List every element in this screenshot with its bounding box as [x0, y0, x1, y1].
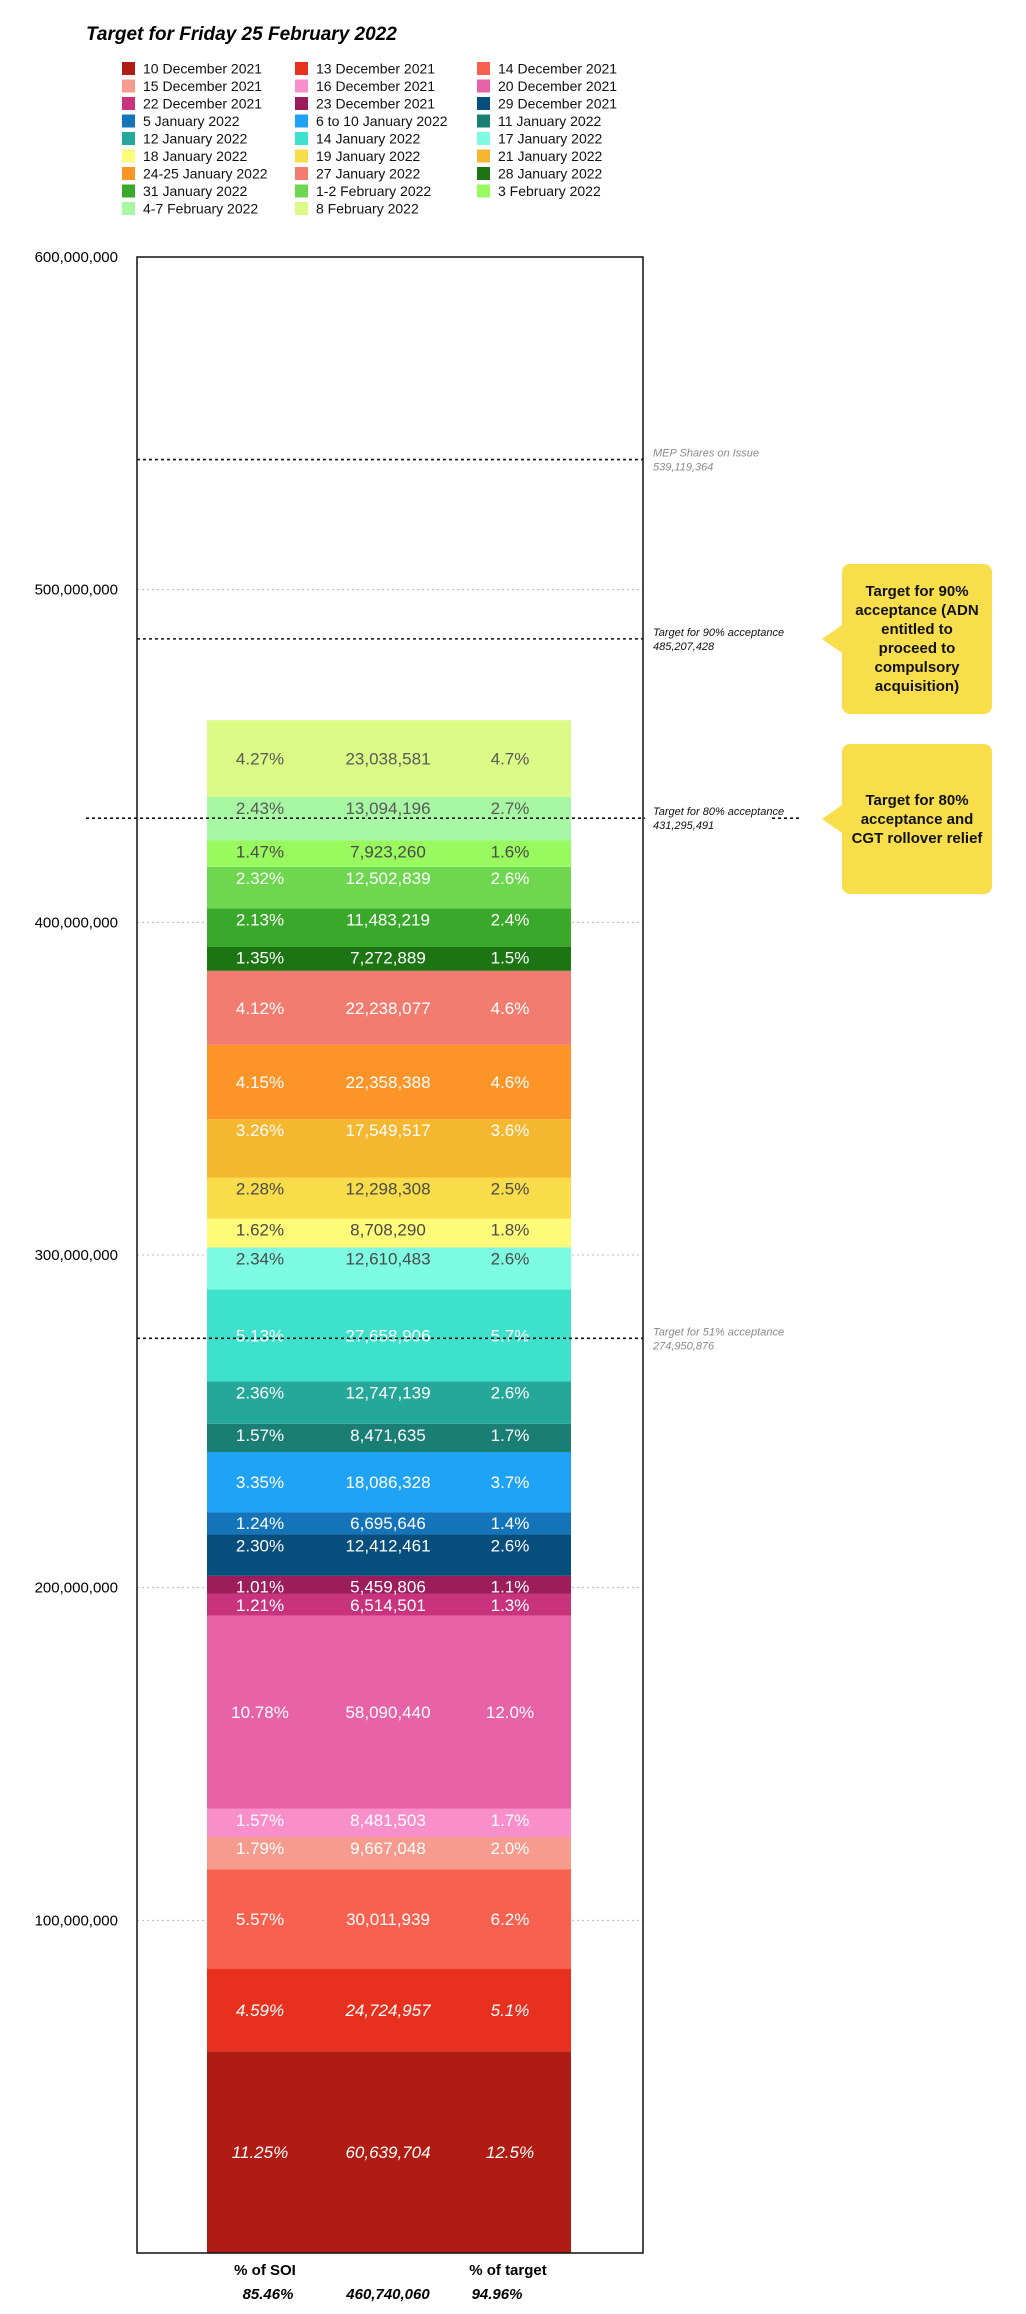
segment-shares-label: 58,090,440 — [345, 1703, 431, 1723]
legend-swatch — [295, 115, 308, 128]
segment-shares-label: 23,038,581 — [345, 749, 431, 769]
legend-swatch — [477, 97, 490, 110]
legend-label: 27 January 2022 — [316, 165, 421, 182]
legend-swatch — [122, 202, 135, 215]
segment-pct-target-label: 4.6% — [490, 998, 530, 1018]
reference-line-label: Target for 90% acceptance — [653, 626, 785, 639]
legend-swatch — [122, 132, 135, 145]
segment-pct-target-label: 5.7% — [490, 1326, 530, 1346]
total-shares: 460,740,060 — [346, 2286, 430, 2303]
segment-pct-target-label: 4.6% — [490, 1072, 530, 1092]
legend-swatch — [295, 62, 308, 75]
legend-label: 8 February 2022 — [316, 200, 419, 217]
segment-pct-target-label: 2.0% — [490, 1839, 530, 1859]
segment-pct-soi-label: 10.78% — [231, 1703, 289, 1723]
segment-shares-label: 6,695,646 — [350, 1514, 426, 1534]
segment-shares-label: 12,610,483 — [345, 1249, 431, 1269]
segment-pct-target-label: 2.6% — [490, 1383, 530, 1403]
legend-swatch — [295, 97, 308, 110]
segment-pct-soi-label: 4.59% — [235, 2001, 285, 2021]
segment-pct-target-label: 2.6% — [490, 1536, 530, 1556]
segment-pct-target-label: 6.2% — [490, 1910, 530, 1930]
segment-pct-target-label: 12.0% — [485, 1703, 535, 1723]
legend-label: 11 January 2022 — [498, 113, 602, 129]
segment-pct-soi-label: 2.28% — [235, 1179, 285, 1199]
legend-swatch — [122, 150, 135, 163]
segment-shares-label: 8,481,503 — [350, 1810, 426, 1830]
legend-label: 4-7 February 2022 — [143, 200, 259, 217]
legend-swatch — [295, 185, 308, 198]
segment-pct-target-label: 1.7% — [490, 1425, 530, 1445]
column-header-pct-soi: % of SOI — [234, 2262, 296, 2279]
segment-pct-target-label: 3.7% — [490, 1473, 530, 1493]
legend — [122, 61, 617, 217]
segment-pct-soi-label: 5.57% — [235, 1910, 285, 1930]
segment-shares-label: 27,658,906 — [345, 1326, 431, 1346]
legend-swatch — [477, 167, 490, 180]
segment-shares-label: 12,298,308 — [345, 1179, 431, 1199]
reference-line-value: 274,950,876 — [653, 1340, 715, 1353]
legend-label: 14 January 2022 — [316, 130, 421, 147]
reference-line-value: 539,119,364 — [653, 461, 714, 474]
segment-pct-soi-label: 1.01% — [235, 1577, 285, 1597]
legend-swatch — [295, 132, 308, 145]
segment-pct-soi-label: 5.13% — [235, 1326, 285, 1346]
segment-pct-target-label: 2.5% — [490, 1179, 530, 1199]
segment-pct-target-label: 1.7% — [490, 1810, 530, 1830]
x-axis-footer — [234, 2262, 547, 2303]
legend-label: 24-25 January 2022 — [143, 165, 268, 182]
legend-label: 16 December 2021 — [316, 78, 436, 94]
legend-swatch — [295, 167, 308, 180]
legend-swatch — [122, 185, 135, 198]
segment-shares-label: 9,667,048 — [350, 1839, 426, 1859]
column-header-pct-target: % of target — [469, 2262, 547, 2279]
segment-shares-label: 17,549,517 — [345, 1121, 431, 1141]
reference-line-label: MEP Shares on Issue — [653, 447, 759, 460]
legend-label: 17 January 2022 — [498, 130, 603, 147]
segment-shares-label: 30,011,939 — [346, 1910, 430, 1930]
segment-pct-target-label: 1.8% — [490, 1220, 530, 1240]
legend-swatch — [122, 62, 135, 75]
segment-pct-target-label: 3.6% — [490, 1121, 530, 1141]
segment-pct-soi-label: 4.12% — [235, 998, 285, 1018]
legend-label: 19 January 2022 — [316, 148, 421, 164]
segment-pct-soi-label: 1.62% — [235, 1220, 285, 1240]
segment-pct-soi-label: 3.26% — [235, 1121, 285, 1141]
segment-shares-label: 24,724,957 — [345, 2001, 431, 2021]
legend-label: 5 January 2022 — [143, 113, 240, 129]
legend-swatch — [477, 62, 490, 75]
legend-label: 13 December 2021 — [316, 60, 436, 77]
segment-shares-label: 7,272,889 — [350, 948, 426, 968]
reference-line-value: 485,207,428 — [653, 640, 715, 653]
segment-pct-target-label: 5.1% — [490, 2001, 530, 2021]
legend-label: 6 to 10 January 2022 — [316, 113, 448, 129]
legend-label: 1-2 February 2022 — [316, 183, 432, 199]
segment-pct-soi-label: 1.35% — [235, 948, 285, 968]
segment-pct-soi-label: 4.27% — [235, 749, 285, 769]
segment-pct-target-label: 1.1% — [490, 1577, 530, 1597]
segment-shares-label: 12,747,139 — [345, 1383, 431, 1403]
segment-pct-soi-label: 2.13% — [235, 910, 285, 930]
segment-pct-soi-label: 1.47% — [235, 842, 285, 862]
y-tick-label: 600,000,000 — [34, 249, 118, 266]
callout-80-percent: Target for 80% acceptance and CGT rollover relief — [842, 744, 992, 894]
reference-line-value: 431,295,491 — [653, 820, 715, 833]
legend-swatch — [477, 150, 490, 163]
y-tick-label: 300,000,000 — [34, 1247, 118, 1264]
segment-pct-soi-label: 1.57% — [235, 1425, 285, 1445]
segment-pct-soi-label: 2.43% — [235, 798, 285, 818]
segment-pct-soi-label: 1.79% — [235, 1839, 285, 1859]
legend-swatch — [295, 202, 308, 215]
segment-pct-target-label: 2.7% — [490, 798, 530, 818]
segment-shares-label: 22,358,388 — [345, 1072, 431, 1092]
legend-label: 20 December 2021 — [498, 78, 618, 94]
segment-pct-soi-label: 1.57% — [235, 1810, 285, 1830]
segment-pct-soi-label: 2.32% — [235, 868, 285, 888]
segment-pct-soi-label: 2.30% — [235, 1536, 285, 1556]
segment-pct-target-label: 2.6% — [490, 1249, 530, 1269]
segment-pct-soi-label: 4.15% — [235, 1072, 285, 1092]
segment-shares-label: 60,639,704 — [345, 2143, 431, 2163]
segment-shares-label: 12,502,839 — [345, 868, 431, 888]
segment-shares-label: 11,483,219 — [346, 910, 430, 930]
segment-pct-target-label: 2.4% — [490, 910, 530, 930]
segment-shares-label: 6,514,501 — [350, 1595, 426, 1615]
total-pct-soi: 85.46% — [242, 2286, 294, 2303]
legend-label: 12 January 2022 — [143, 130, 248, 147]
legend-swatch — [122, 80, 135, 93]
segment-pct-target-label: 1.3% — [490, 1595, 530, 1615]
total-pct-target: 94.96% — [471, 2286, 523, 2303]
y-tick-label: 400,000,000 — [34, 914, 118, 932]
legend-label: 28 January 2022 — [498, 165, 603, 182]
segment-shares-label: 8,471,635 — [350, 1425, 426, 1445]
segment-pct-soi-label: 3.35% — [235, 1473, 285, 1493]
segment-shares-label: 7,923,260 — [350, 842, 426, 862]
segment-shares-label: 8,708,290 — [350, 1220, 426, 1240]
legend-swatch — [477, 132, 490, 145]
legend-swatch — [477, 185, 490, 198]
chart-title: Target for Friday 25 February 2022 — [86, 24, 397, 45]
legend-swatch — [295, 150, 308, 163]
reference-line-label: Target for 51% acceptance — [653, 1326, 785, 1339]
legend-swatch — [122, 115, 135, 128]
y-tick-label: 100,000,000 — [34, 1912, 118, 1930]
segment-pct-target-label: 2.6% — [490, 868, 530, 888]
segment-pct-target-label: 4.7% — [490, 749, 530, 769]
segment-pct-soi-label: 2.36% — [235, 1383, 285, 1403]
legend-label: 3 February 2022 — [498, 183, 601, 199]
segment-pct-soi-label: 2.34% — [235, 1249, 285, 1269]
segment-shares-label: 13,094,196 — [345, 798, 431, 818]
legend-swatch — [477, 80, 490, 93]
y-axis — [35, 249, 118, 1929]
y-tick-label: 500,000,000 — [34, 581, 118, 599]
segment-shares-label: 5,459,806 — [350, 1577, 426, 1597]
legend-label: 15 December 2021 — [143, 78, 263, 94]
segment-pct-soi-label: 11.25% — [231, 2143, 289, 2163]
legend-label: 18 January 2022 — [143, 148, 248, 164]
legend-label: 10 December 2021 — [143, 60, 263, 77]
segment-pct-soi-label: 1.24% — [235, 1514, 285, 1534]
legend-label: 31 January 2022 — [143, 183, 248, 199]
segment-pct-target-label: 1.5% — [490, 948, 530, 968]
segment-pct-target-label: 1.4% — [490, 1514, 530, 1534]
reference-line-label: Target for 80% acceptance — [653, 806, 785, 819]
segment-shares-label: 18,086,328 — [345, 1473, 431, 1493]
callout-90-percent: Target for 90% acceptance (ADN entitled to proceed to compulsory acquisition) — [842, 564, 992, 714]
segment-shares-label: 22,238,077 — [345, 998, 431, 1018]
legend-label: 23 December 2021 — [316, 95, 436, 112]
segment-pct-target-label: 1.6% — [490, 842, 530, 862]
legend-swatch — [477, 115, 490, 128]
legend-swatch — [122, 167, 135, 180]
segment-shares-label: 12,412,461 — [345, 1536, 431, 1556]
legend-swatch — [295, 80, 308, 93]
segment-pct-soi-label: 1.21% — [235, 1595, 285, 1615]
legend-label: 21 January 2022 — [498, 148, 603, 164]
y-tick-label: 200,000,000 — [34, 1579, 118, 1597]
legend-label: 29 December 2021 — [498, 95, 618, 112]
segment-pct-target-label: 12.5% — [485, 2143, 535, 2163]
legend-label: 22 December 2021 — [143, 95, 263, 112]
legend-label: 14 December 2021 — [498, 60, 618, 77]
legend-swatch — [122, 97, 135, 110]
